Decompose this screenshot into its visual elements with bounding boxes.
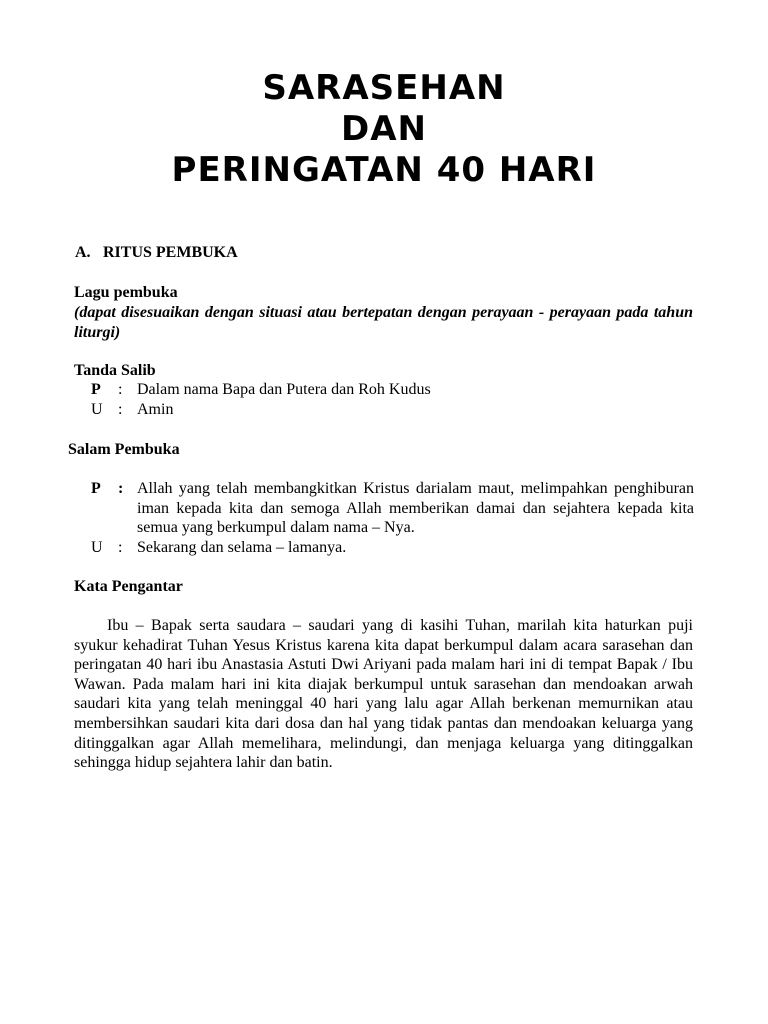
speaker-text: Allah yang telah membangkitkan Kristus darialam maut, melimpahkan penghiburan iman kepada kita dan semoga Allah memberikan damai dan sejahtera kepada kita semua yang berkumpul dalam nama – Nya. [137, 480, 694, 537]
speaker-label: P [91, 381, 101, 398]
section-number: A. [75, 244, 91, 261]
speaker-colon: : [118, 480, 124, 497]
speaker-label: U [91, 539, 103, 556]
lagu-pembuka-note: (dapat disesuaikan dengan situasi atau bertepatan dengan perayaan - perayaan pada tahun liturgi) [74, 304, 693, 341]
document-title [0, 68, 768, 191]
section-a-heading [75, 243, 238, 263]
title-line-2: DAN [341, 109, 427, 149]
tanda-salib-line-p [91, 380, 694, 400]
kata-pengantar-body: Ibu – Bapak serta saudara – saudari yang di kasihi Tuhan, marilah kita haturkan puji syukur kehadirat Tuhan Yesus Kristus karena kita dapat berkumpul dalam acara sarasehan dan peringatan 40 hari ibu Anastasia Astuti Dwi Ariyani pada malam hari ini di tempat Bapak / Ibu Wawan. Pada malam hari ini kita diajak berkumpul untuk sarasehan dan mendoakan arwah saudari kita yang telah meninggal 40 hari yang lalu agar Allah berkenan memurnikan atau membersihkan saudari kita dari dosa dan hal yang tidak pantas dan mendoakan keluarga yang ditinggalkan agar Allah memelihara, melindungi, dan menjaga keluarga yang ditinggalkan sehingga hidup sejahtera lahir dan batin. [74, 617, 693, 772]
speaker-label: U [91, 401, 103, 418]
speaker-colon: : [118, 381, 123, 398]
salam-pembuka-heading: Salam Pembuka [68, 441, 180, 458]
title-line-3: PERINGATAN 40 HARI [171, 150, 597, 190]
speaker-label: P [91, 480, 101, 497]
speaker-colon: : [118, 539, 123, 556]
tanda-salib-line-u [91, 400, 694, 420]
salam-pembuka-line-p [91, 479, 694, 539]
title-line-1: SARASEHAN [262, 68, 506, 108]
speaker-text: Sekarang dan selama – lamanya. [137, 539, 347, 556]
kata-pengantar-heading: Kata Pengantar [74, 578, 183, 595]
lagu-pembuka-heading: Lagu pembuka [74, 284, 178, 301]
speaker-text: Dalam nama Bapa dan Putera dan Roh Kudus [137, 381, 431, 398]
speaker-text: Amin [137, 401, 174, 418]
section-title: RITUS PEMBUKA [103, 244, 238, 261]
tanda-salib-heading: Tanda Salib [74, 362, 156, 379]
speaker-colon: : [118, 401, 123, 418]
salam-pembuka-line-u [91, 538, 694, 558]
